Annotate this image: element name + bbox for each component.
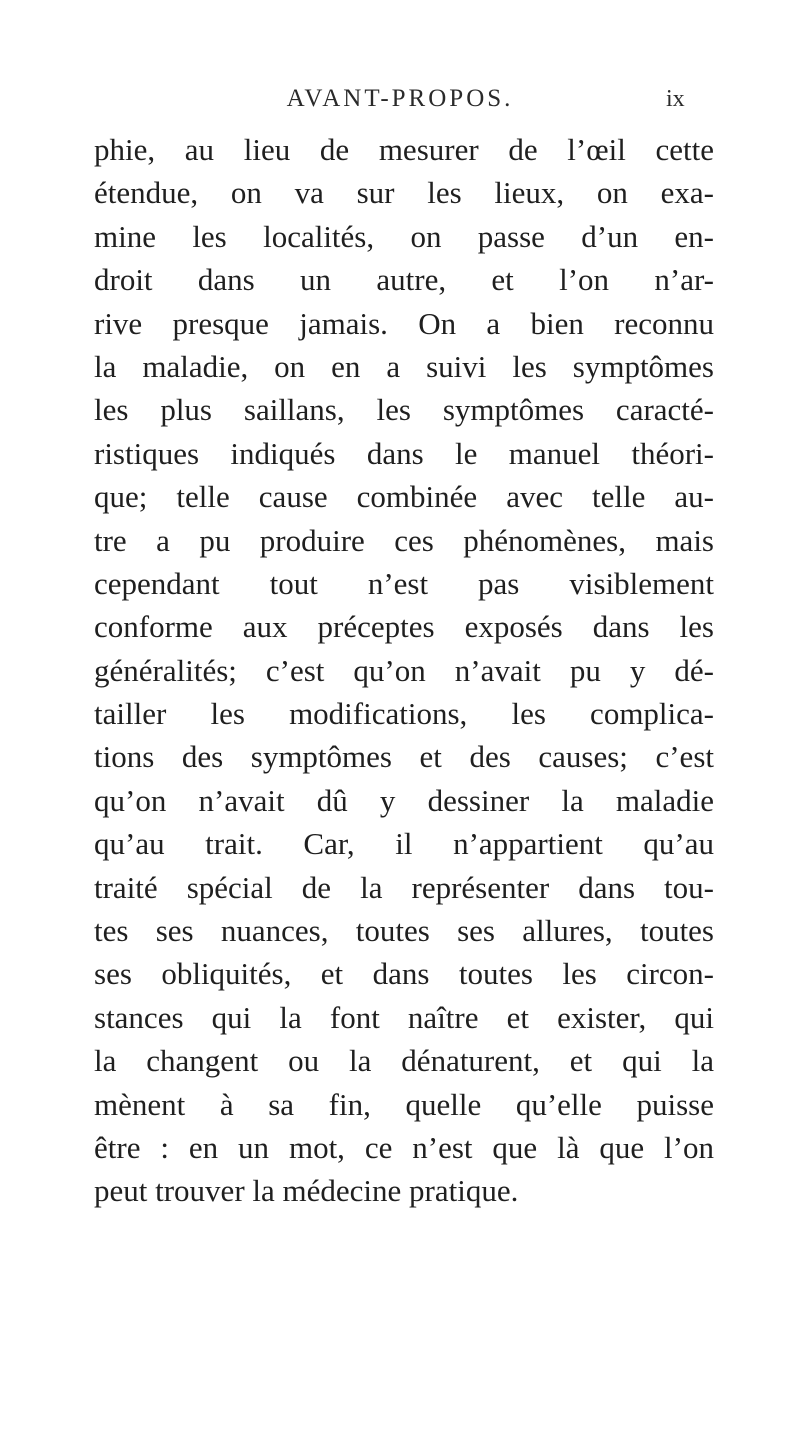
text-line: qu’on n’avait dû y dessiner la maladie [94,782,714,818]
text-line: rive presque jamais. On a bien reconnu [94,305,714,341]
text-line: la changent ou la dénaturent, et qui la [94,1043,714,1079]
text-line-last: peut trouver la médecine pratique. [94,1173,519,1209]
body-text [94,128,714,1213]
text-line: stances qui la font naître et exister, qui [94,999,714,1035]
text-line: mine les localités, on passe d’un en- [94,218,714,254]
text-line: tailler les modifications, les complica- [94,696,714,732]
text-line: cependant tout n’est pas visiblement [94,565,714,601]
page-number: ix [666,86,685,112]
text-line: ses obliquités, et dans toutes les circon- [94,956,714,992]
text-line: être : en un mot, ce n’est que là que l’on [94,1129,714,1165]
text-line: les plus saillans, les symptômes caracté- [94,392,714,428]
text-line: mènent à sa fin, quelle qu’elle puisse [94,1086,714,1122]
text-line: que; telle cause combinée avec telle au- [94,479,714,515]
text-line: qu’au trait. Car, il n’appartient qu’au [94,826,714,862]
text-line: étendue, on va sur les lieux, on exa- [94,175,714,211]
running-title: AVANT-PROPOS. [286,85,514,112]
running-head [0,84,800,124]
text-line: tions des symptômes et des causes; c’est [94,739,714,775]
text-line: ristiques indiqués dans le manuel théori- [94,435,714,471]
text-line: tre a pu produire ces phénomènes, mais [94,522,714,558]
text-line: généralités; c’est qu’on n’avait pu y dé- [94,652,714,688]
text-line: phie, au lieu de mesurer de l’œil cette [94,132,714,167]
text-line: tes ses nuances, toutes ses allures, toutes [94,913,714,949]
text-line: conforme aux préceptes exposés dans les [94,609,714,645]
text-line: droit dans un autre, et l’on n’ar- [94,262,714,298]
text-line: la maladie, on en a suivi les symptômes [94,348,714,384]
text-line: traité spécial de la représenter dans tou- [94,869,714,905]
